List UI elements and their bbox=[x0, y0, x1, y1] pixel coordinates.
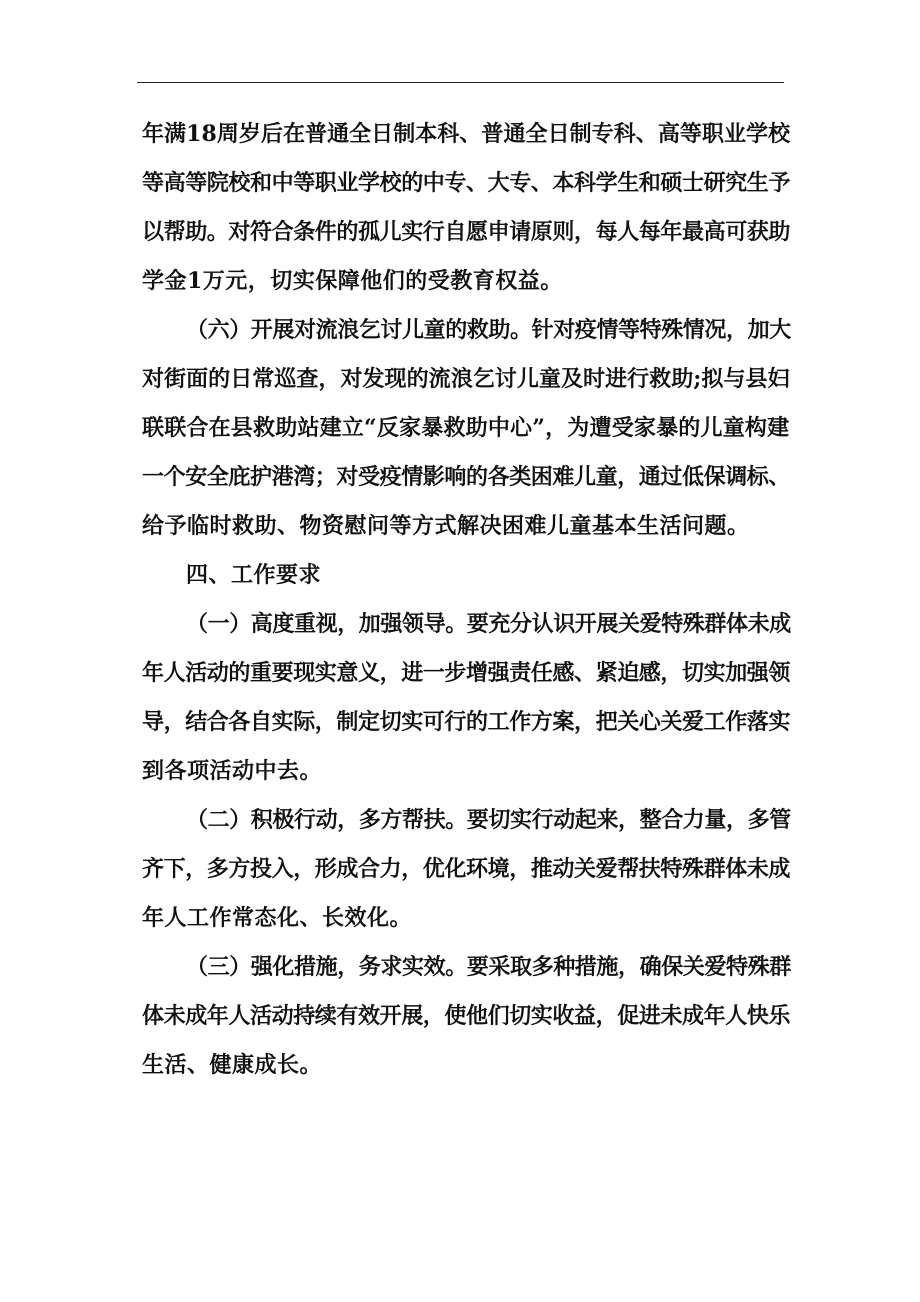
text-line: 给予临时救助、物资慰问等方式解决困难儿童基本生活问题。 bbox=[142, 513, 750, 539]
text-line: 对街面的日常巡查，对发现的流浪乞讨儿童及时进行救助;拟与县妇 bbox=[142, 366, 790, 392]
text-line: 联联合在县救助站建立“反家暴救助中心”，为遭受家暴的儿童构建 bbox=[142, 415, 790, 441]
text-line: 一个安全庇护港湾；对受疫情影响的各类困难儿童，通过低保调标、 bbox=[142, 464, 791, 490]
text-line: 等高等院校和中等职业学校的中专、大专、本科学生和硕士研究生予 bbox=[142, 170, 791, 196]
text-line: 年人活动的重要现实意义，进一步增强责任感、紧迫感，切实加强领 bbox=[142, 660, 791, 686]
paragraph-first-line: （一）高度重视，加强领导。要充分认识开展关爱特殊群体未成 bbox=[186, 611, 791, 637]
text-line: 以帮助。对符合条件的孤儿实行自愿申请原则，每人每年最高可获助 bbox=[142, 219, 791, 245]
text-line: 年满18周岁后在普通全日制本科、普通全日制专科、高等职业学校 bbox=[142, 121, 791, 147]
text-line: 到各项活动中去。 bbox=[142, 758, 323, 784]
text-line: 生活、健康成长。 bbox=[142, 1052, 323, 1078]
text-line: 年人工作常态化、长效化。 bbox=[142, 905, 413, 931]
text-line: 齐下，多方投入，形成合力，优化环境，推动关爱帮扶特殊群体未成 bbox=[142, 856, 791, 882]
section-heading: 四、工作要求 bbox=[186, 562, 322, 588]
text-line: 体未成年人活动持续有效开展，使他们切实收益，促进未成年人快乐 bbox=[142, 1003, 791, 1029]
text-line: 导，结合各自实际，制定切实可行的工作方案，把关心关爱工作落实 bbox=[142, 709, 791, 735]
document-body bbox=[142, 110, 792, 1090]
paragraph-first-line: （三）强化措施，务求实效。要采取多种措施，确保关爱特殊群 bbox=[186, 954, 791, 980]
text-line: 学金1万元，切实保障他们的受教育权益。 bbox=[142, 268, 563, 294]
header-rule bbox=[137, 82, 784, 83]
paragraph-first-line: （六）开展对流浪乞讨儿童的救助。针对疫情等特殊情况，加大 bbox=[186, 317, 791, 343]
paragraph-first-line: （二）积极行动，多方帮扶。要切实行动起来，整合力量，多管 bbox=[186, 807, 791, 833]
